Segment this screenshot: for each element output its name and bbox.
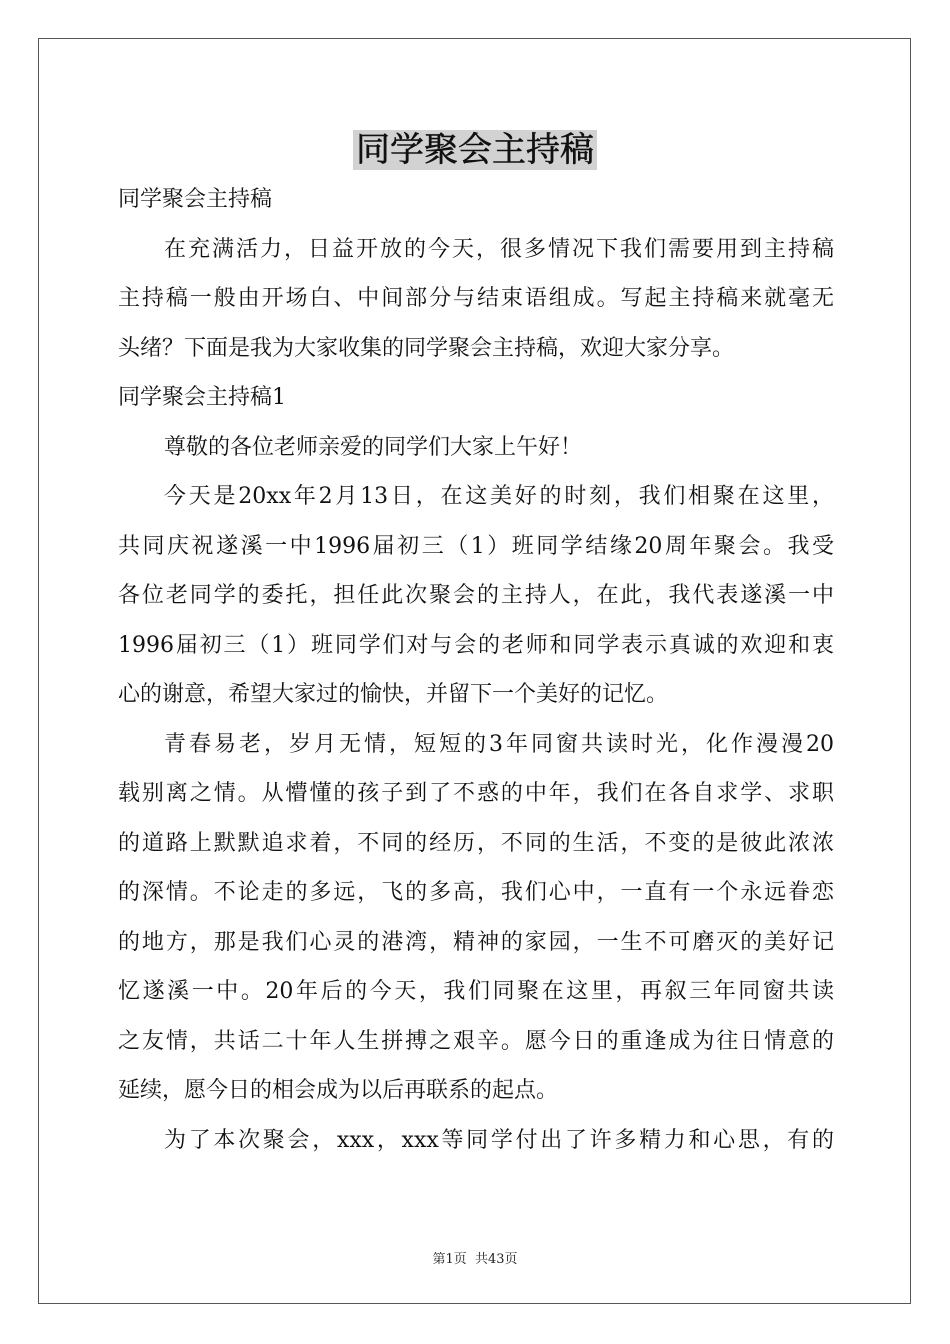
- document-title: [0, 124, 950, 176]
- text-line: 主持稿一般由开场白、中间部分与结束语组成。写起主持稿来就毫无: [118, 286, 834, 311]
- text-line: 忆遂溪一中。20年后的今天，我们同聚在这里，再叙三年同窗共读: [118, 979, 834, 1004]
- text-line: 延续，愿今日的相会成为以后再联系的起点。: [118, 1078, 559, 1103]
- text-line: 青春易老，岁月无情，短短的3年同窗共读时光，化作漫漫20: [164, 731, 834, 757]
- text-line: 的道路上默默追求着，不同的经历，不同的生活，不变的是彼此浓浓: [118, 830, 834, 856]
- text-line: 1996届初三（1）班同学们对与会的老师和同学表示真诚的欢迎和衷: [118, 632, 834, 658]
- text-line: 之友情，共话二十年人生拼搏之艰辛。愿今日的重逢成为往日情意的: [118, 1028, 834, 1054]
- text-line: 载别离之情。从懵懂的孩子到了不惑的中年，我们在各自求学、求职: [118, 781, 834, 806]
- text-line: 为了本次聚会，xxx，xxx等同学付出了许多精力和心思，有的: [164, 1127, 834, 1153]
- text-line: 头绪？下面是我为大家收集的同学聚会主持稿，欢迎大家分享。: [118, 335, 735, 361]
- text-line: 同学聚会主持稿: [118, 187, 273, 212]
- page-number: 第1页: [432, 1252, 467, 1267]
- text-line: 同学聚会主持稿1: [118, 385, 286, 410]
- page-total: 共43页: [474, 1252, 518, 1267]
- text-line: 今天是20xx年2月13日，在这美好的时刻，我们相聚在这里，: [164, 484, 834, 509]
- text-line: 心的谢意，希望大家过的愉快，并留下一个美好的记忆。: [118, 682, 669, 707]
- text-line: 在充满活力，日益开放的今天，很多情况下我们需要用到主持稿: [164, 236, 834, 262]
- text-line: 尊敬的各位老师亲爱的同学们大家上午好！: [164, 434, 583, 460]
- text-line: 各位老同学的委托，担任此次聚会的主持人，在此，我代表遂溪一中: [118, 583, 834, 608]
- text-line: 共同庆祝遂溪一中1996届初三（1）班同学结缘20周年聚会。我受: [118, 533, 834, 559]
- document-body: [118, 175, 834, 1165]
- text-line: 的深情。不论走的多远，飞的多高，我们心中，一直有一个永远眷恋: [118, 880, 834, 905]
- document-title-text: 同学聚会主持稿: [353, 130, 597, 170]
- page-footer: [0, 1248, 950, 1267]
- text-line: 的地方，那是我们心灵的港湾，精神的家园，一生不可磨灭的美好记: [118, 929, 834, 955]
